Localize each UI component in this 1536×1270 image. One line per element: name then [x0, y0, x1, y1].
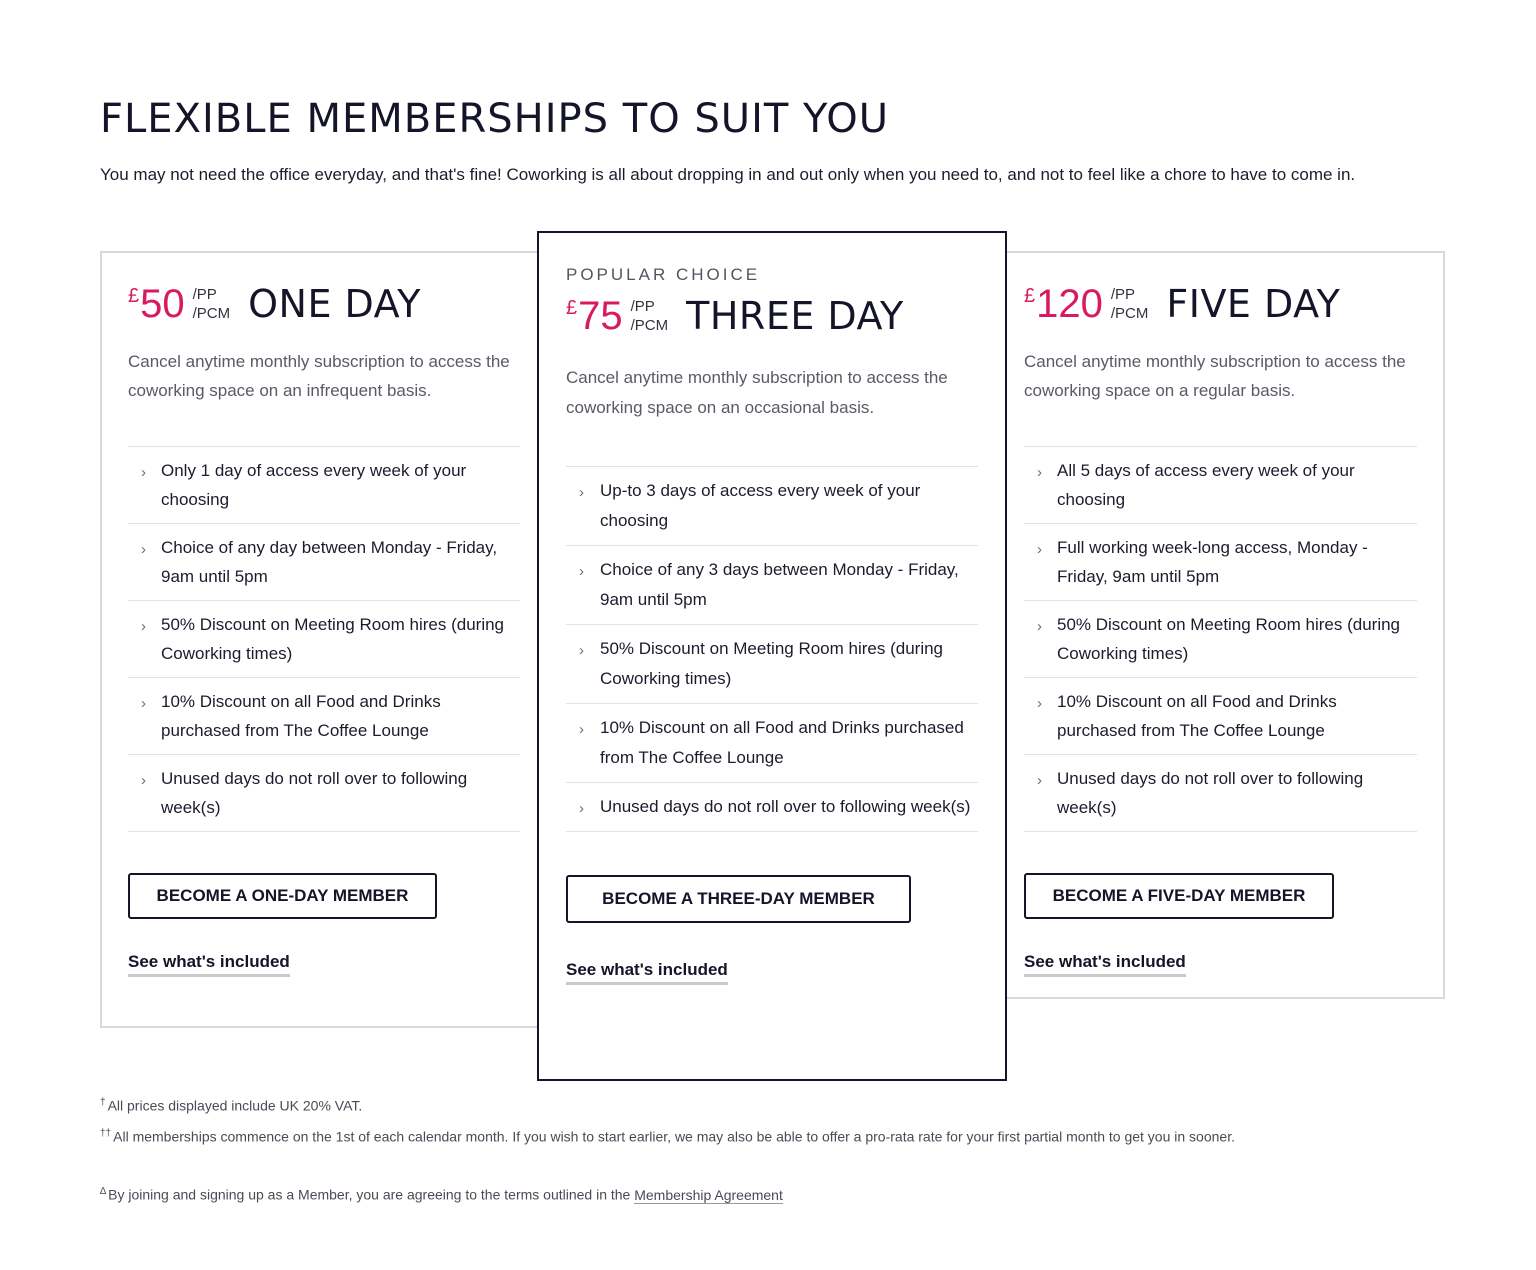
feature-text: Full working week-long access, Monday - Friday, 9am until 5pm [1057, 538, 1368, 586]
footnote-commence [100, 1128, 1235, 1145]
price-unit-pcm: /PCM [192, 305, 231, 322]
feature-item [1024, 524, 1417, 601]
plan-card-three-day [537, 231, 1007, 1081]
plan-name: THREE DAY [686, 294, 904, 338]
feature-item [128, 755, 520, 832]
feature-item [566, 704, 978, 783]
plan-title-row [1024, 279, 1417, 329]
feature-item [566, 467, 978, 546]
price-unit [193, 285, 231, 323]
footnote-mark: ∆ [100, 1186, 107, 1197]
plan-name: FIVE DAY [1166, 282, 1341, 326]
chevron-right-icon: › [579, 642, 584, 659]
feature-item [566, 783, 978, 832]
plan-price [128, 284, 185, 324]
footnote-text: All prices displayed include UK 20% VAT. [107, 1097, 363, 1114]
feature-list [566, 466, 978, 832]
membership-agreement-link[interactable]: Membership Agreement [634, 1186, 783, 1203]
price-unit-pcm: /PCM [630, 317, 669, 334]
plan-card-five-day [1005, 251, 1445, 999]
chevron-right-icon: › [141, 772, 146, 789]
plan-description: Cancel anytime monthly subscription to access the coworking space on an infrequent basis. [128, 352, 510, 400]
chevron-right-icon: › [141, 695, 146, 712]
feature-item [566, 546, 978, 625]
feature-text: 50% Discount on Meeting Room hires (during Coworking times) [161, 615, 505, 663]
feature-item [1024, 447, 1417, 524]
price-amount: 75 [578, 294, 623, 338]
chevron-right-icon: › [141, 541, 146, 558]
plan-title-row [566, 291, 978, 341]
price-unit-pp: /PP [630, 298, 655, 315]
plan-description: Cancel anytime monthly subscription to access the coworking space on a regular basis. [1024, 352, 1406, 400]
chevron-right-icon: › [579, 800, 584, 817]
price-unit [1111, 285, 1149, 323]
currency-symbol: £ [128, 285, 140, 307]
feature-text: 50% Discount on Meeting Room hires (during Coworking times) [600, 639, 944, 688]
chevron-right-icon: › [141, 464, 146, 481]
plan-price [566, 296, 623, 336]
feature-list [1024, 446, 1417, 832]
feature-list [128, 446, 520, 832]
feature-item [128, 601, 520, 678]
plan-card-one-day [100, 251, 540, 1028]
chevron-right-icon: › [1037, 695, 1042, 712]
price-unit-pp: /PP [1110, 286, 1136, 303]
plan-title-row [128, 279, 520, 329]
plan-description: Cancel anytime monthly subscription to access the coworking space on an occasional basis. [566, 368, 948, 417]
chevron-right-icon: › [141, 618, 146, 635]
feature-text: All 5 days of access every week of your choosing [1057, 461, 1355, 509]
feature-text: Unused days do not roll over to following week(s) [600, 797, 971, 816]
footnote-vat [100, 1097, 362, 1114]
chevron-right-icon: › [1037, 618, 1042, 635]
feature-text: Unused days do not roll over to following week(s) [1057, 769, 1364, 817]
footnote-terms [100, 1186, 783, 1203]
chevron-right-icon: › [579, 721, 584, 738]
become-three-day-member-button[interactable]: BECOME A THREE-DAY MEMBER [566, 875, 911, 923]
price-amount: 50 [140, 282, 185, 326]
feature-item [1024, 601, 1417, 678]
feature-text: Choice of any day between Monday - Friday, 9am until 5pm [161, 538, 498, 586]
footnote-text: By joining and signing up as a Member, you are agreeing to the terms outlined in the [108, 1186, 631, 1203]
see-whats-included-link[interactable]: See what's included [1024, 952, 1186, 977]
feature-item [128, 447, 520, 524]
feature-item [128, 524, 520, 601]
price-unit-pp: /PP [192, 286, 217, 303]
feature-item [1024, 678, 1417, 755]
price-amount: 120 [1036, 282, 1103, 326]
feature-text: 10% Discount on all Food and Drinks purchased from The Coffee Lounge [161, 692, 441, 740]
chevron-right-icon: › [1037, 772, 1042, 789]
feature-text: Unused days do not roll over to following week(s) [161, 769, 468, 817]
feature-item [566, 625, 978, 704]
footnote-mark: †† [100, 1128, 112, 1139]
footnote-text: All memberships commence on the 1st of each calendar month. If you wish to start earlier, we may also be able to offer a pro-rata rate for your first partial month to get you in sooner. [113, 1128, 1235, 1145]
feature-text: 50% Discount on Meeting Room hires (during Coworking times) [1057, 615, 1401, 663]
feature-text: Choice of any 3 days between Monday - Friday, 9am until 5pm [600, 560, 959, 609]
currency-symbol: £ [566, 297, 578, 319]
plan-price [1024, 284, 1103, 324]
feature-text: Up-to 3 days of access every week of your choosing [600, 481, 921, 530]
see-whats-included-link[interactable]: See what's included [566, 960, 728, 985]
currency-symbol: £ [1024, 285, 1036, 307]
chevron-right-icon: › [1037, 464, 1042, 481]
become-five-day-member-button[interactable]: BECOME A FIVE-DAY MEMBER [1024, 873, 1334, 919]
feature-text: 10% Discount on all Food and Drinks purchased from The Coffee Lounge [1057, 692, 1337, 740]
popular-choice-badge: POPULAR CHOICE [566, 265, 761, 284]
feature-item [1024, 755, 1417, 832]
become-one-day-member-button[interactable]: BECOME A ONE-DAY MEMBER [128, 873, 437, 919]
feature-text: Only 1 day of access every week of your choosing [161, 461, 467, 509]
chevron-right-icon: › [1037, 541, 1042, 558]
chevron-right-icon: › [579, 484, 584, 501]
chevron-right-icon: › [579, 563, 584, 580]
see-whats-included-link[interactable]: See what's included [128, 952, 290, 977]
price-unit-pcm: /PCM [1110, 305, 1149, 322]
intro-text: You may not need the office everyday, and that's fine! Coworking is all about dropping in and out only when you need to, and not to feel like a chore to have to come in. [100, 165, 1356, 184]
plan-name: ONE DAY [248, 282, 421, 326]
feature-text: 10% Discount on all Food and Drinks purchased from The Coffee Lounge [600, 718, 964, 767]
page-title: FLEXIBLE MEMBERSHIPS TO SUIT YOU [100, 96, 890, 142]
price-unit [631, 297, 669, 335]
feature-item [128, 678, 520, 755]
footnote-mark: † [100, 1097, 106, 1108]
